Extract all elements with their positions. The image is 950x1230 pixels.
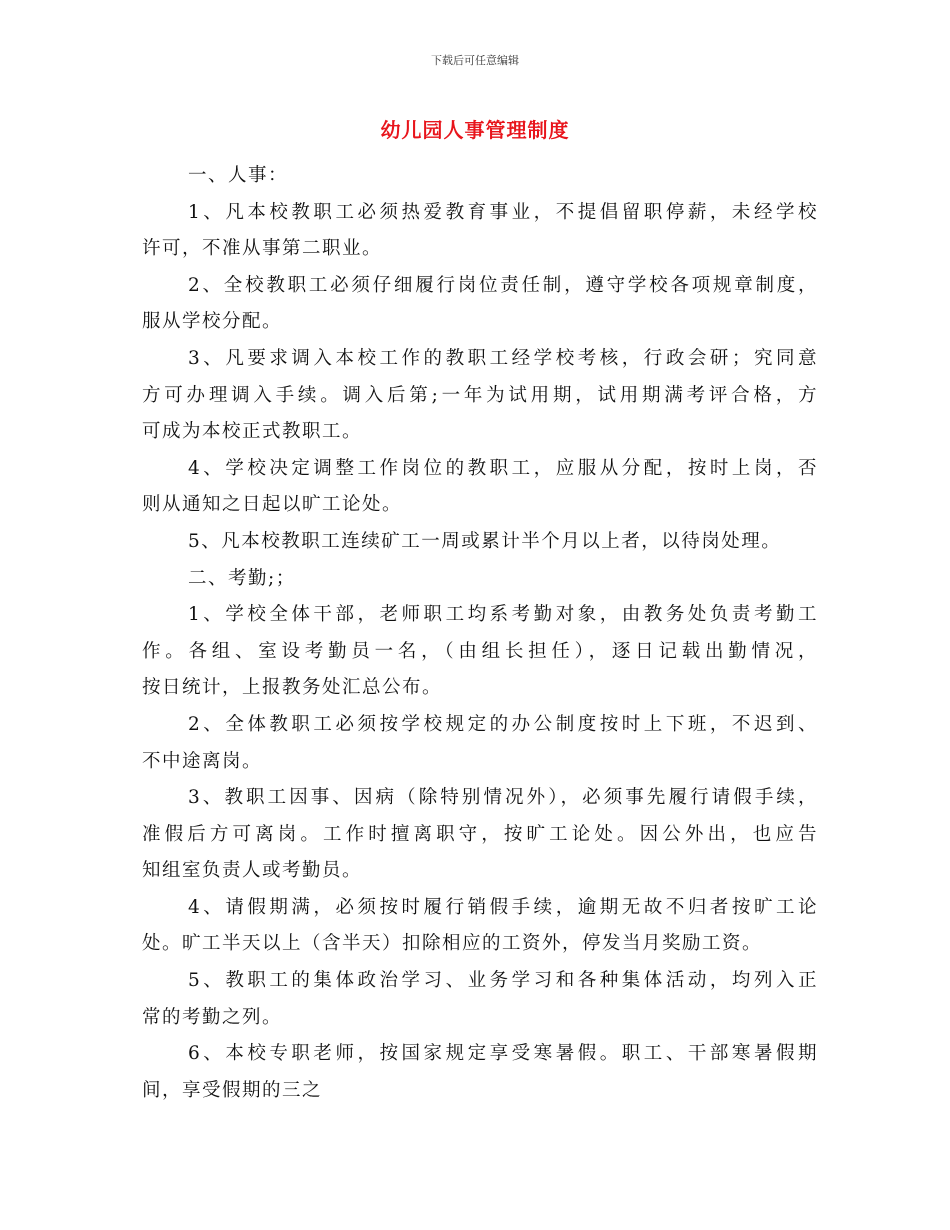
- paragraph-line: 准假后方可离岗。工作时擅离职守，按旷工论处。因公外出，也应告: [142, 823, 818, 845]
- paragraph: [142, 780, 818, 890]
- paragraph-line: 3、凡要求调入本校工作的教职工经学校考核，行政会研；究同意: [188, 347, 818, 369]
- paragraph: [142, 268, 818, 341]
- paragraph-line: 间，享受假期的三之: [142, 1079, 323, 1101]
- paragraph-line: 方可办理调入手续。调入后第;一年为试用期，试用期满考评合格，方: [142, 384, 818, 406]
- paragraph: [142, 597, 818, 707]
- paragraph-line: 一、人事：: [188, 165, 289, 186]
- paragraph-line: 则从通知之日起以旷工论处。: [142, 494, 403, 516]
- paragraph: [142, 963, 818, 1036]
- paragraph-line: 常的考勤之列。: [142, 1006, 283, 1028]
- paragraph: [142, 890, 818, 963]
- paragraph: [142, 195, 818, 268]
- page-header-note: 下载后可任意编辑: [431, 54, 519, 67]
- paragraph-line: 2、全校教职工必须仔细履行岗位责任制，遵守学校各项规章制度，: [188, 274, 818, 296]
- document-body: [142, 158, 818, 1109]
- paragraph: [142, 707, 818, 780]
- paragraph: [142, 158, 818, 195]
- paragraph: [142, 524, 818, 561]
- paragraph-line: 4、学校决定调整工作岗位的教职工，应服从分配，按时上岗，否: [188, 457, 818, 479]
- paragraph-line: 二、考勤;；: [188, 567, 296, 589]
- paragraph: [142, 341, 818, 451]
- paragraph: [142, 451, 818, 524]
- paragraph-line: 作。各组、室设考勤员一名，（由组长担任），逐日记载出勤情况，: [142, 640, 818, 662]
- paragraph: [142, 561, 818, 598]
- paragraph-line: 4、请假期满，必须按时履行销假手续，逾期无故不归者按旷工论: [188, 896, 818, 918]
- paragraph-line: 2、全体教职工必须按学校规定的办公制度按时上下班，不迟到、: [188, 713, 818, 735]
- paragraph-line: 6、本校专职老师，按国家规定享受寒暑假。职工、干部寒暑假期: [188, 1043, 818, 1065]
- paragraph-line: 5、凡本校教职工连续矿工一周或累计半个月以上者，以待岗处理。: [188, 530, 782, 552]
- paragraph-line: 许可，不准从事第二职业。: [142, 238, 383, 260]
- paragraph-line: 可成为本校正式教职工。: [142, 421, 363, 443]
- paragraph: [142, 1036, 818, 1109]
- paragraph-line: 1、凡本校教职工必须热爱教育事业，不提倡留职停薪，未经学校: [188, 201, 818, 223]
- paragraph-line: 1、学校全体干部，老师职工均系考勤对象，由教务处负责考勤工: [188, 604, 818, 626]
- paragraph-line: 不中途离岗。: [142, 750, 263, 772]
- paragraph-line: 3、教职工因事、因病（除特别情况外），必须事先履行请假手续，: [188, 787, 818, 809]
- document-title: 幼儿园人事管理制度: [380, 118, 570, 142]
- paragraph-line: 知组室负责人或考勤员。: [142, 860, 363, 882]
- paragraph-line: 5、教职工的集体政治学习、业务学习和各种集体活动，均列入正: [188, 970, 818, 992]
- paragraph-line: 处。旷工半天以上（含半天）扣除相应的工资外，停发当月奖励工资。: [142, 933, 763, 955]
- paragraph-line: 服从学校分配。: [142, 311, 283, 333]
- paragraph-line: 按日统计，上报教务处汇总公布。: [142, 677, 443, 699]
